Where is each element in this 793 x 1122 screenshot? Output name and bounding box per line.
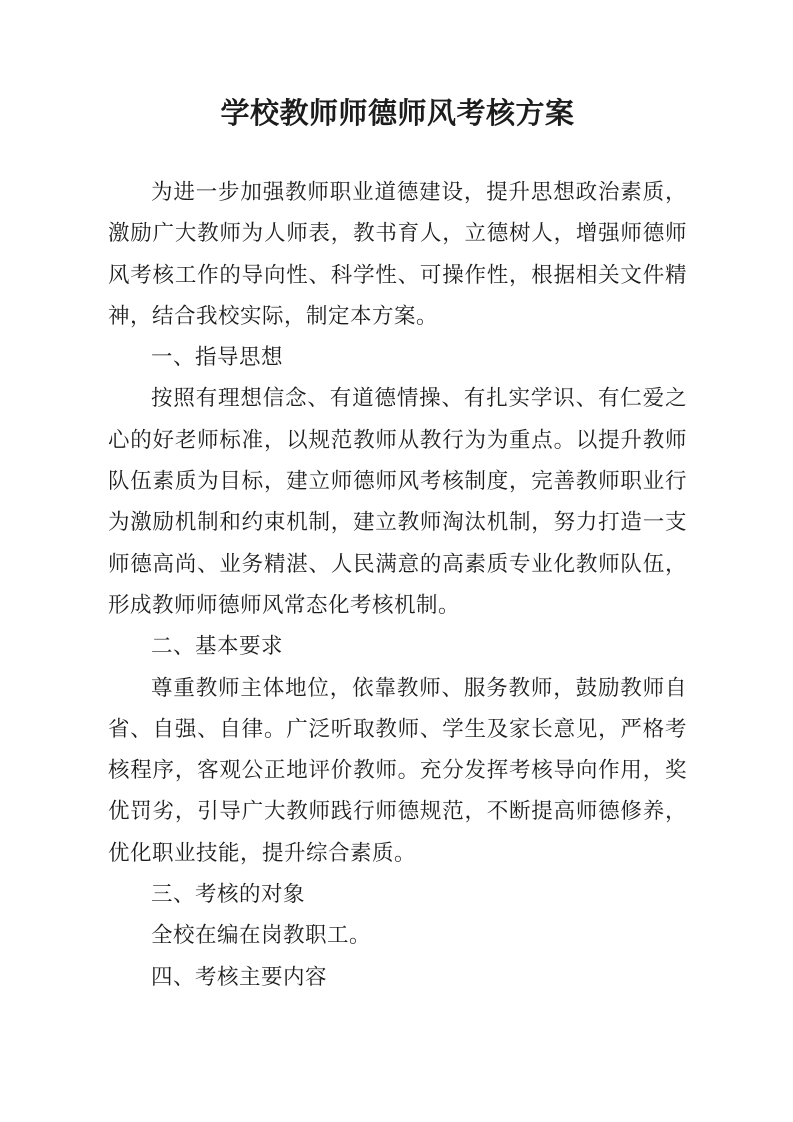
section-heading-basic-requirements: 二、基本要求 bbox=[151, 634, 284, 659]
document-body bbox=[108, 172, 687, 998]
section-heading-guiding-ideology: 一、指导思想 bbox=[151, 345, 284, 370]
intro-paragraph: 为进一步加强教师职业道德建设，提升思想政治素质，激励广大教师为人师表，教书育人，立德树人，增强师德师风考核工作的导向性、科学性、可操作性，根据相关文件精神，结合我校实际，制定本方案。 bbox=[108, 180, 687, 328]
section-heading-assessment-content: 四、考核主要内容 bbox=[151, 964, 328, 989]
document-title: 学校教师师德师风考核方案 bbox=[220, 98, 575, 130]
paragraph-assessment-targets: 全校在编在岗教职工。 bbox=[151, 923, 372, 948]
paragraph-basic-requirements: 尊重教师主体地位，依靠教师、服务教师，鼓励教师自省、自强、自律。广泛听取教师、学生及家长意见，严格考核程序，客观公正地评价教师。充分发挥考核导向作用，奖优罚劣，引导广大教师践行师德规范，不断提高师德修养，优化职业技能，提升综合素质。 bbox=[108, 675, 687, 865]
section-heading-assessment-targets: 三、考核的对象 bbox=[151, 882, 306, 907]
paragraph-guiding-ideology: 按照有理想信念、有道德情操、有扎实学识、有仁爱之心的好老师标准，以规范教师从教行为为重点。以提升教师队伍素质为目标，建立师德师风考核制度，完善教师职业行为激励机制和约束机制，建立教师淘汰机制，努力打造一支师德高尚、业务精湛、人民满意的高素质专业化教师队伍，形成教师师德师风常态化考核机制。 bbox=[108, 386, 687, 617]
